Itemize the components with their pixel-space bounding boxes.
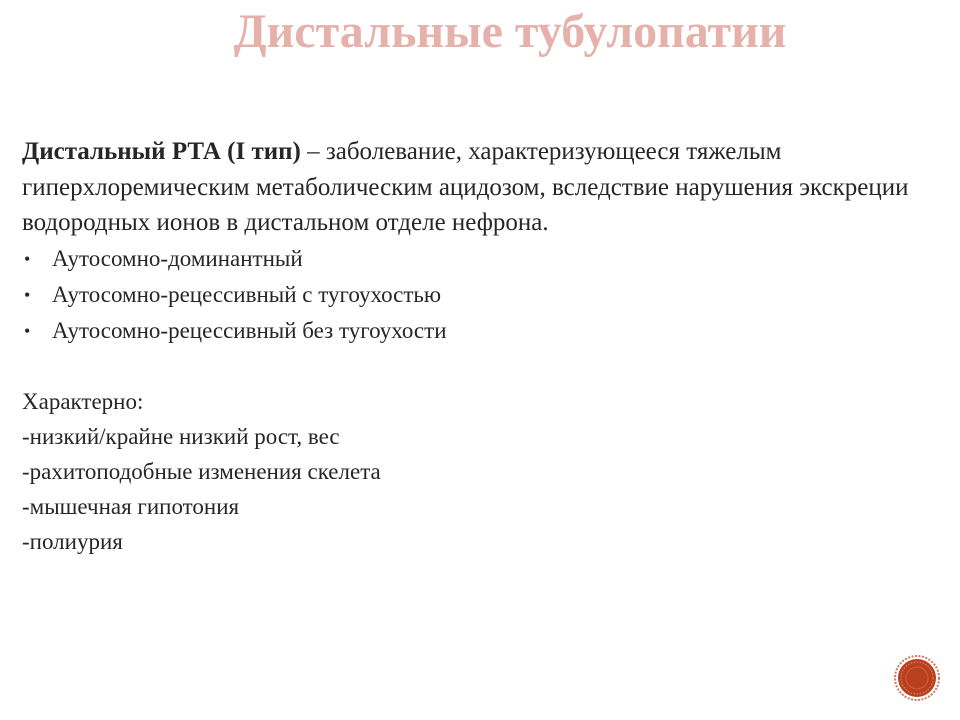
logo-svg xyxy=(894,655,940,701)
bullet-icon: • xyxy=(24,248,31,269)
feature-item: -полиурия xyxy=(22,528,123,554)
subtype-label: Аутосомно-рецессивный с тугоухостью xyxy=(52,281,442,307)
ornamental-circle-logo-icon xyxy=(894,655,940,701)
list-item xyxy=(22,241,922,277)
features-block xyxy=(22,384,922,559)
definition-text: – заболевание, характеризующееся тяжелым гиперхлоремическим метаболическим ацидозом, вследствие нарушения экскреции водородных ионов в дистальном отделе нефрона. xyxy=(22,138,909,236)
bullet-icon: • xyxy=(24,320,31,341)
list-item xyxy=(22,277,922,313)
feature-item: -мышечная гипотония xyxy=(22,493,240,519)
features-title: Характерно: xyxy=(22,388,144,414)
feature-item: -низкий/крайне низкий рост, вес xyxy=(22,423,340,449)
bullet-icon: • xyxy=(24,284,31,305)
subtype-label: Аутосомно-рецессивный без тугоухости xyxy=(52,317,447,343)
definition-term: Дистальный РТА (I тип) xyxy=(22,138,301,165)
slide-content xyxy=(22,134,922,559)
definition-paragraph xyxy=(22,134,922,241)
subtype-list xyxy=(22,241,922,349)
subtype-label: Аутосомно-доминантный xyxy=(52,245,303,271)
list-item xyxy=(22,313,922,349)
feature-item: -рахитоподобные изменения скелета xyxy=(22,458,381,484)
slide-title: Дистальные тубулопатии xyxy=(233,5,787,58)
